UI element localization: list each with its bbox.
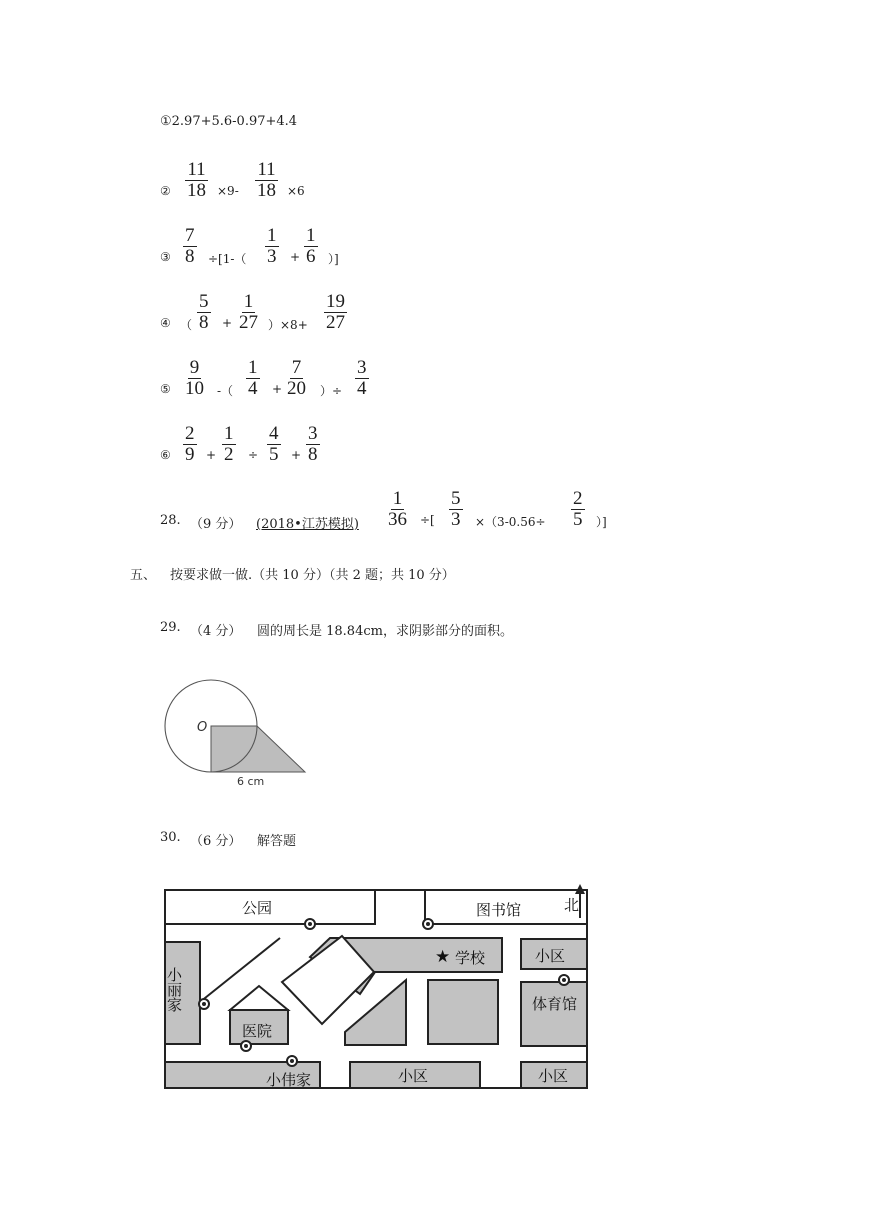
fraction: $\frac{2}{9}$ bbox=[185, 423, 195, 465]
marker: ② bbox=[160, 184, 171, 198]
operator: ）×8+ bbox=[268, 318, 308, 332]
fraction: $\frac{7}{8}$ bbox=[185, 225, 195, 267]
xiaowei-home-label: 小伟家 bbox=[266, 1071, 312, 1089]
operator: ÷ bbox=[248, 448, 259, 462]
center-label: O bbox=[197, 720, 208, 735]
shaded-region bbox=[211, 726, 305, 772]
district-bottom-right-label: 小区 bbox=[538, 1067, 569, 1085]
operator: ×6 bbox=[287, 184, 305, 198]
operator: ×9- bbox=[217, 184, 239, 198]
fraction: $\frac{1}{6}$ bbox=[306, 225, 316, 267]
operator: ÷[ bbox=[420, 513, 435, 527]
fraction: $\frac{1}{3}$ bbox=[267, 225, 277, 267]
fraction: $\frac{19}{27}$ bbox=[326, 291, 345, 333]
marker: ③ bbox=[160, 250, 171, 264]
operator: + bbox=[206, 448, 217, 462]
question-source: (2018•江苏模拟) bbox=[256, 517, 359, 532]
fraction: $\frac{9}{10}$ bbox=[185, 357, 204, 399]
star-icon: ★ bbox=[435, 947, 451, 967]
question-number: 29. bbox=[160, 620, 181, 635]
fraction: $\frac{1}{4}$ bbox=[248, 357, 258, 399]
question-text: 圆的周长是 18.84cm，求阴影部分的面积。 bbox=[257, 624, 513, 639]
fraction: $\frac{11}{18}$ bbox=[257, 159, 276, 201]
marker: ⑥ bbox=[160, 448, 171, 462]
fraction: $\frac{5}{8}$ bbox=[199, 291, 209, 333]
fraction: $\frac{11}{18}$ bbox=[187, 159, 206, 201]
operator: ）÷ bbox=[320, 384, 343, 398]
fraction: $\frac{4}{5}$ bbox=[269, 423, 279, 465]
operator: （ bbox=[180, 318, 193, 332]
operator: ）] bbox=[596, 515, 607, 529]
question-score: （4 分） bbox=[190, 624, 242, 639]
fraction: $\frac{5}{3}$ bbox=[451, 488, 461, 530]
length-label: 6 cm bbox=[237, 775, 265, 788]
operator: + bbox=[290, 250, 301, 264]
fraction: $\frac{2}{5}$ bbox=[573, 488, 583, 530]
question-score: （6 分） bbox=[190, 834, 242, 849]
hospital-label: 医院 bbox=[242, 1022, 273, 1040]
question-text: 解答题 bbox=[257, 834, 297, 849]
town-map bbox=[160, 882, 592, 1094]
north-label: 北 bbox=[564, 896, 580, 914]
school-label: 学校 bbox=[455, 949, 486, 967]
fraction: $\frac{7}{20}$ bbox=[287, 357, 306, 399]
district-bottom-mid-label: 小区 bbox=[398, 1067, 429, 1085]
marker: ④ bbox=[160, 316, 171, 330]
district-top-right-label: 小区 bbox=[535, 947, 566, 965]
marker: ⑤ bbox=[160, 382, 171, 396]
question-score: （9 分） bbox=[190, 517, 242, 532]
operator: ÷[1-（ bbox=[208, 252, 247, 266]
question-number: 30. bbox=[160, 830, 181, 845]
problem-1: ①2.97+5.6-0.97+4.4 bbox=[160, 114, 298, 129]
fraction: $\frac{3}{8}$ bbox=[308, 423, 318, 465]
fraction: $\frac{1}{27}$ bbox=[239, 291, 258, 333]
operator: -（ bbox=[217, 384, 234, 398]
question-number: 28. bbox=[160, 513, 181, 528]
fraction: $\frac{3}{4}$ bbox=[357, 357, 367, 399]
gym-label: 体育馆 bbox=[532, 995, 578, 1013]
operator: + bbox=[272, 382, 283, 396]
operator: + bbox=[291, 448, 302, 462]
central-block bbox=[428, 980, 498, 1044]
circle-figure bbox=[155, 670, 315, 795]
library-label: 图书馆 bbox=[476, 901, 522, 919]
gym-block bbox=[521, 982, 587, 1046]
xiaoli-home-label: 小丽家 bbox=[165, 967, 183, 1012]
operator: + bbox=[222, 316, 233, 330]
operator: ×（3-0.56÷ bbox=[475, 515, 546, 529]
section-title: 按要求做一做.（共 10 分）（共 2 题；共 10 分） bbox=[170, 568, 455, 583]
section-label: 五、 bbox=[130, 568, 157, 583]
fraction: $\frac{1}{36}$ bbox=[388, 488, 407, 530]
fraction: $\frac{1}{2}$ bbox=[224, 423, 234, 465]
park-label: 公园 bbox=[242, 899, 273, 917]
operator: ）] bbox=[328, 252, 339, 266]
